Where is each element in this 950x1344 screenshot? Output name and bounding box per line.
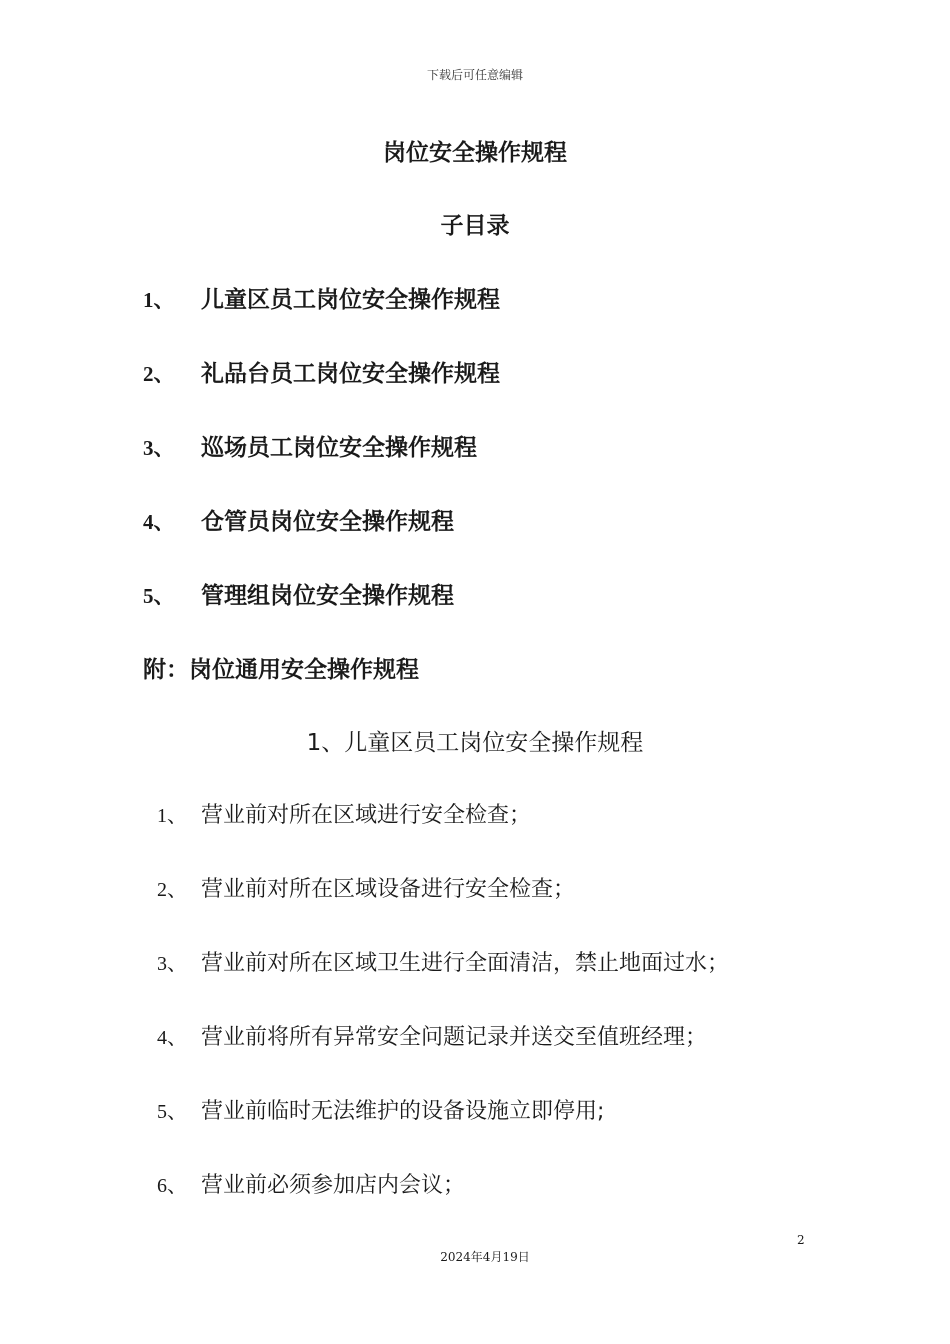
- rule-number: 1、: [157, 805, 187, 827]
- rule-text: 营业前对所在区域进行安全检查；: [201, 803, 532, 828]
- rule-text: 营业前必须参加店内会议；: [201, 1173, 466, 1198]
- toc-item-number: 4、: [143, 510, 175, 534]
- toc-item-label: 仓管员岗位安全操作规程: [201, 509, 454, 535]
- header-note: 下载后可任意编辑: [426, 68, 523, 82]
- toc-item: [143, 577, 454, 610]
- page-number: 2: [797, 1233, 805, 1247]
- document-title: 岗位安全操作规程: [383, 140, 567, 166]
- footer-date: 2024年4月19日: [440, 1250, 530, 1264]
- rule-text: 营业前对所在区域设备进行安全检查；: [201, 877, 576, 902]
- rule-item: [157, 798, 531, 829]
- rule-number: 3、: [157, 953, 187, 975]
- rule-text: 营业前对所在区域卫生进行全面清洁，禁止地面过水；: [201, 951, 730, 976]
- rule-item: [157, 1094, 604, 1125]
- toc-item-label: 巡场员工岗位安全操作规程: [201, 435, 477, 461]
- rule-number: 6、: [157, 1175, 187, 1197]
- rule-text: 营业前将所有异常安全问题记录并送交至值班经理；: [201, 1025, 708, 1050]
- toc-item-number: 1、: [143, 288, 175, 312]
- toc-item-label: 儿童区员工岗位安全操作规程: [201, 287, 500, 313]
- rule-number: 5、: [157, 1101, 187, 1123]
- appendix-entry: 附：岗位通用安全操作规程: [143, 657, 419, 683]
- rule-text: 营业前临时无法维护的设备设施立即停用;: [201, 1099, 605, 1124]
- toc-item: [143, 281, 500, 314]
- toc-item-label: 礼品台员工岗位安全操作规程: [201, 361, 500, 387]
- section-title: 1、儿童区员工岗位安全操作规程: [306, 730, 644, 756]
- toc-item-number: 2、: [143, 362, 175, 386]
- toc-item-label: 管理组岗位安全操作规程: [201, 583, 454, 609]
- toc-item-number: 5、: [143, 584, 175, 608]
- toc-item: [143, 429, 477, 462]
- rule-item: [157, 1168, 465, 1199]
- toc-item-number: 3、: [143, 436, 175, 460]
- rule-item: [157, 946, 729, 977]
- toc-item: [143, 503, 454, 536]
- rule-number: 4、: [157, 1027, 187, 1049]
- toc-heading: 子目录: [440, 213, 510, 239]
- toc-item: [143, 355, 500, 388]
- rule-number: 2、: [157, 879, 187, 901]
- rule-item: [157, 1020, 707, 1051]
- rule-item: [157, 872, 575, 903]
